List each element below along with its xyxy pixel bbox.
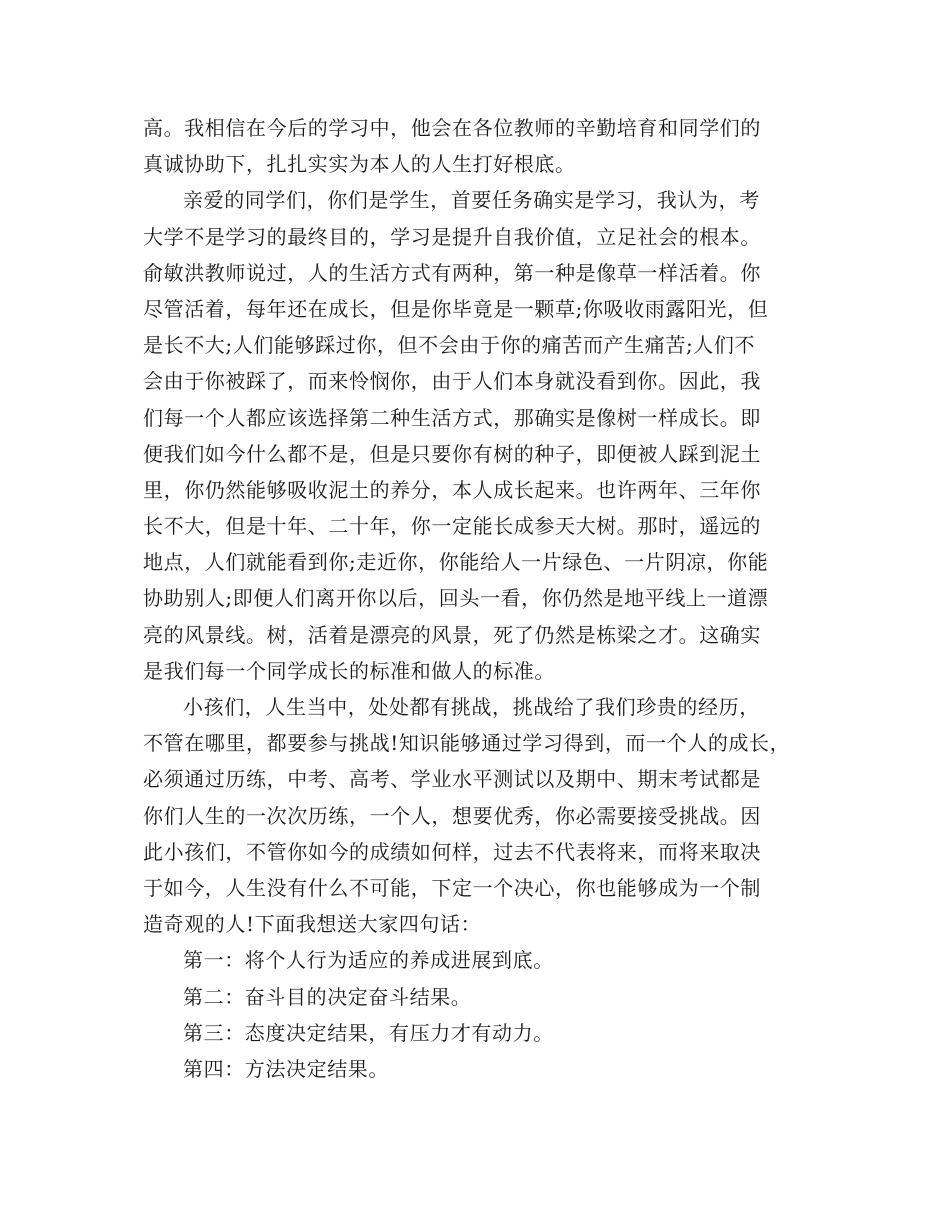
text-line: 大学不是学习的最终目的，学习是提升自我价值，立足社会的根本。 (143, 224, 761, 249)
text-line: 长不大，但是十年、二十年，你一定能长成参天大树。那时，遥远的 (143, 514, 761, 539)
text-line: 是我们每一个同学成长的标准和做人的标准。 (143, 658, 555, 683)
text-line: 小孩们，人生当中，处处都有挑战，挑战给了我们珍贵的经历， (183, 695, 760, 719)
text-line: 亮的风景线。树，活着是漂亮的风景，死了仍然是栋梁之才。这确实 (143, 622, 761, 647)
text-line: 此小孩们，不管你如今的成绩如何样，过去不代表将来，而将来取决 (143, 839, 761, 864)
text-line: 俞敏洪教师说过，人的生活方式有两种，第一种是像草一样活着。你 (143, 260, 761, 285)
text-line: 便我们如今什么都不是，但是只要你有树的种子，即便被人踩到泥土 (143, 441, 761, 466)
text-line: 里，你仍然能够吸收泥土的养分，本人成长起来。也许两年、三年你 (143, 477, 761, 502)
text-line: 会由于你被踩了，而来怜悯你，由于人们本身就没看到你。因此，我 (143, 369, 761, 394)
text-line: 第三：态度决定结果，有压力才有动力。 (183, 1020, 554, 1045)
text-line: 造奇观的人!下面我想送大家四句话： (143, 912, 482, 937)
text-line: 你们人生的一次次历练，一个人，想要优秀，你必需要接受挑战。因 (143, 803, 761, 828)
text-line: 第二：奋斗目的决定奋斗结果。 (183, 984, 472, 1009)
text-line: 地点，人们就能看到你;走近你，你能给人一片绿色、一片阴凉，你能 (143, 550, 769, 575)
text-line: 高。我相信在今后的学习中，他会在各位教师的辛勤培育和同学们的 (143, 116, 761, 140)
text-line: 协助别人;即便人们离开你以后，回头一看，你仍然是地平线上一道漂 (143, 586, 769, 611)
text-line: 尽管活着，每年还在成长，但是你毕竟是一颗草;你吸收雨露阳光，但 (143, 296, 769, 321)
text-line: 不管在哪里，都要参与挑战!知识能够通过学习得到，而一个人的成长， (143, 731, 791, 756)
text-line: 于如今，人生没有什么不可能，下定一个决心，你也能够成为一个制 (143, 875, 761, 900)
text-line: 必须通过历练，中考、高考、学业水平测试以及期中、期末考试都是 (143, 767, 761, 792)
text-line: 第四：方法决定结果。 (183, 1056, 389, 1081)
text-line: 们每一个人都应该选择第二种生活方式，那确实是像树一样成长。即 (143, 405, 761, 430)
text-line: 真诚协助下，扎扎实实为本人的人生打好根底。 (143, 152, 576, 177)
text-line: 亲爱的同学们，你们是学生，首要任务确实是学习，我认为，考 (183, 188, 760, 213)
text-line: 第一：将个人行为适应的养成进展到底。 (183, 948, 554, 973)
document-body (143, 110, 815, 1087)
text-line: 是长不大;人们能够踩过你，但不会由于你的痛苦而产生痛苦;人们不 (143, 333, 756, 358)
